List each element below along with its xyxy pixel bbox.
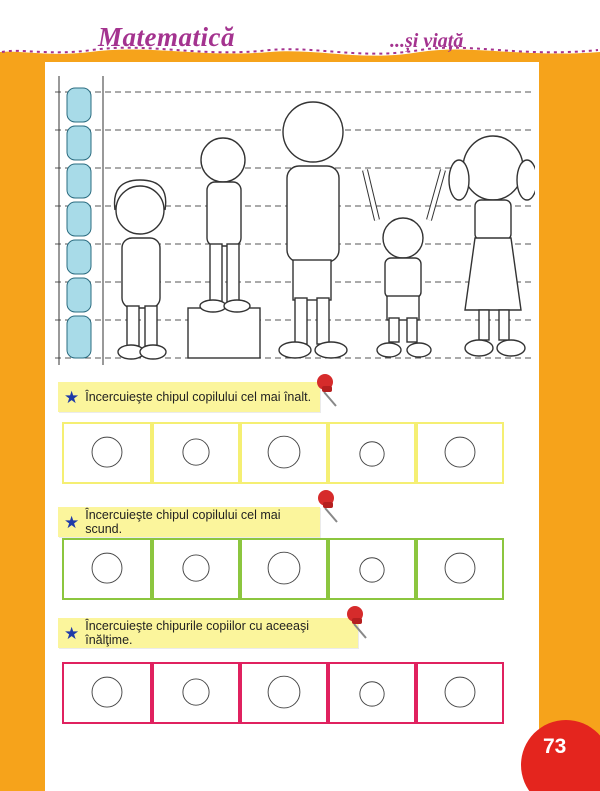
task-shortest-label: Încercuieşte chipul copilului cel mai scund.	[85, 508, 281, 536]
faces-row-same-height	[62, 662, 504, 724]
kid-girl-curly	[115, 180, 166, 359]
kid-arms-up-boy	[365, 170, 443, 357]
task-shortest	[58, 507, 320, 537]
star-icon: ★	[64, 623, 80, 643]
task-same-height-label: Încercuieşte chipurile copiilor cu aceeaşi înălţime.	[85, 619, 309, 647]
face-cell[interactable]	[240, 422, 328, 484]
star-icon: ★	[64, 512, 80, 532]
faces-row-tallest	[62, 422, 504, 484]
face-cell[interactable]	[416, 538, 504, 600]
pushpin-icon	[316, 372, 342, 408]
kid-girl-ponytails	[449, 136, 535, 356]
face-cell[interactable]	[416, 662, 504, 724]
face-cell[interactable]	[416, 422, 504, 484]
pushpin-icon	[317, 488, 343, 524]
face-cell[interactable]	[62, 662, 152, 724]
kid-boy-on-box	[200, 138, 250, 312]
page-number: 73	[543, 735, 567, 758]
header-wave	[0, 0, 600, 64]
task-same-height	[58, 618, 358, 648]
face-cell[interactable]	[62, 422, 152, 484]
measuring-stack-icon	[59, 76, 103, 365]
pushpin-icon	[346, 604, 372, 640]
page-title: Matematică	[98, 22, 235, 52]
face-cell[interactable]	[328, 538, 416, 600]
face-cell[interactable]	[152, 538, 240, 600]
face-cell[interactable]	[240, 538, 328, 600]
face-cell[interactable]	[328, 662, 416, 724]
task-tallest-label: Încercuieşte chipul copilului cel mai înalt.	[85, 390, 312, 404]
face-cell[interactable]	[152, 662, 240, 724]
faces-row-shortest	[62, 538, 504, 600]
star-icon: ★	[64, 387, 80, 407]
task-tallest	[58, 382, 320, 412]
face-cell[interactable]	[152, 422, 240, 484]
face-cell[interactable]	[240, 662, 328, 724]
height-comparison-illustration	[55, 70, 535, 370]
page-subtitle: ...și viață	[390, 30, 464, 52]
face-cell[interactable]	[62, 538, 152, 600]
face-cell[interactable]	[328, 422, 416, 484]
